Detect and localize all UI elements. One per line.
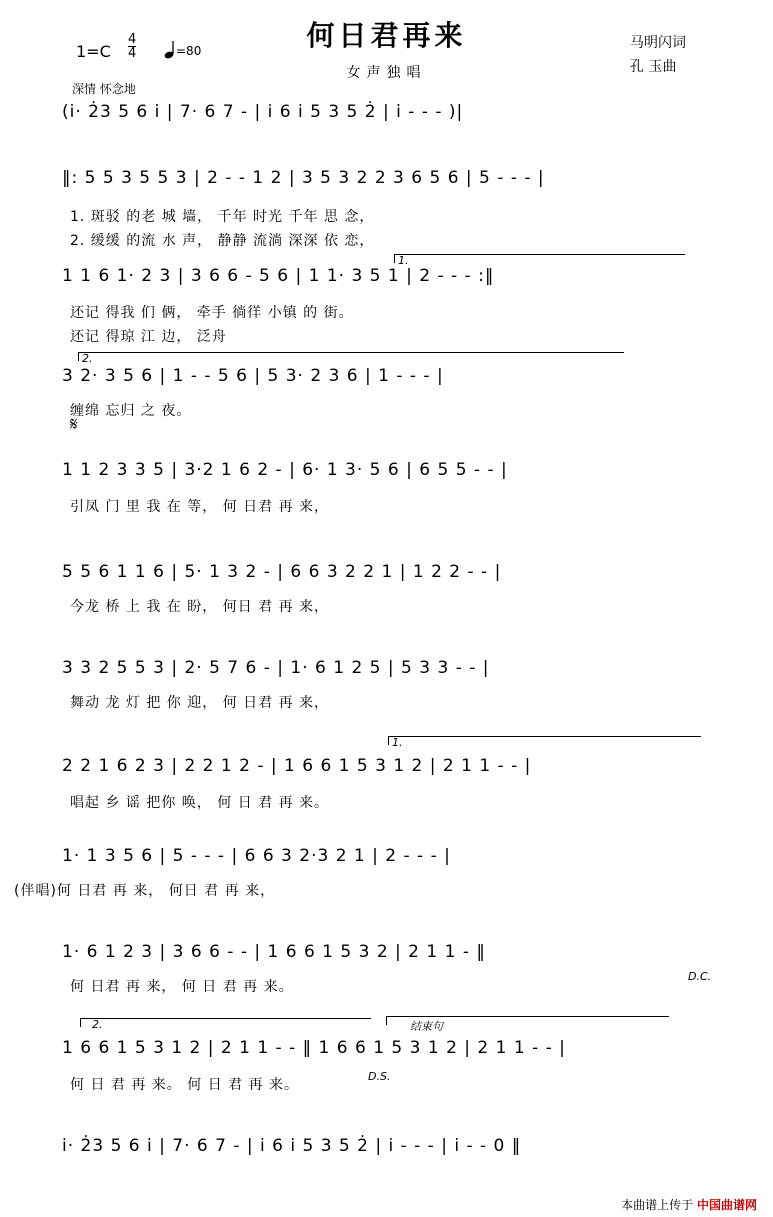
time-signature	[128, 33, 136, 60]
volta-bracket	[80, 1018, 371, 1027]
dc-mark: D.C.	[688, 970, 712, 983]
notation-row: 1 1 6 1· 2 3 | 3 6 6 - 5 6 | 1 1· 3 5 1 | 2 - - - :‖	[62, 266, 495, 286]
expression-mark: 深情 怀念地	[72, 82, 136, 96]
page-title: 何日君再来	[306, 19, 467, 52]
lyric-line: 引凤 门 里 我 在 等， 何 日君 再 来，	[70, 499, 330, 515]
time-bottom: 4	[128, 46, 137, 61]
notation-row: 3 3 2 5 5 3 | 2· 5 7 6 - | 1· 6 1 2 5 | 5 3 3 - - |	[62, 658, 490, 678]
composer: 孔 玉曲	[630, 59, 677, 75]
notation-row: (i· 2̇3 5 6 i̇ | 7· 6 7 - | i 6 i̇ 5 3 5 2̇ | i - - - )|	[62, 102, 464, 122]
lyric-line: 今龙 桥 上 我 在 盼， 何日 君 再 来，	[70, 599, 330, 615]
key-signature: 1=C	[76, 42, 111, 61]
notation-row: 1 1 2 3 3 5 | 3·2 1 6 2 - | 6· 1 3· 5 6 | 6 5 5 - - |	[62, 460, 508, 480]
lyric-line: 还记 得琼 江 边， 泛舟	[70, 329, 227, 345]
footer	[621, 1196, 757, 1213]
volta-bracket	[78, 352, 624, 361]
volta-label: 2.	[92, 1018, 103, 1031]
notation-row: 1 6 6 1 5 3 1 2 | 2 1 1 - - ‖ 1 6 6 1 5 3 1 2 | 2 1 1 - - |	[62, 1038, 566, 1058]
notation-row: i· 2̇3 5 6 i̇ | 7· 6 7 - | i 6 i̇ 5 3 5 2̇ | i - - - | i - - 0 ‖	[62, 1136, 522, 1156]
volta-label: 2.	[82, 352, 93, 365]
lyric-line: 还记 得我 们 俩， 牵手 徜徉 小镇 的 街。	[70, 305, 354, 321]
lyric-line: 何 日 君 再 来。 何 日 君 再 来。	[70, 1077, 300, 1093]
notation-row: 3 2· 3 5 6 | 1 - - 5 6 | 5 3· 2 3 6 | 1 - - - |	[62, 366, 444, 386]
notation-row: ‖: 5 5 3 5 5 3 | 2 - - 1 2 | 3 5 3 2 2 3 6 5 6 | 5 - - - |	[62, 168, 545, 188]
lyric-line: 2. 缓缓 的流 水 声， 静静 流淌 深深 依 恋，	[70, 233, 375, 249]
volta-label: 1.	[392, 736, 403, 749]
lyric-line: 唱起 乡 谣 把你 唤， 何 日 君 再 来。	[70, 795, 330, 811]
volta-bracket	[388, 736, 701, 745]
coda-label: 结束句	[410, 1020, 443, 1033]
footer-text: 本曲谱上传于	[621, 1198, 694, 1212]
ds-mark: D.S.	[368, 1070, 391, 1083]
time-top: 4	[128, 32, 137, 47]
tempo: =80	[176, 44, 202, 58]
quarter-note-icon	[164, 40, 176, 60]
notation-row: 1· 6 1 2 3 | 3 6 6 - - | 1 6 6 1 5 3 2 | 2 1 1 - ‖	[62, 942, 486, 962]
lyric-line: 舞动 龙 灯 把 你 迎， 何 日君 再 来，	[70, 695, 330, 711]
lyric-line: 缠绵 忘归 之 夜。	[70, 403, 192, 419]
lyric-line: 1. 斑驳 的老 城 墙， 千年 时光 千年 思 念，	[70, 209, 375, 225]
notation-row: 1· 1 3 5 6 | 5 - - - | 6 6 3 2·3 2 1 | 2 - - - |	[62, 846, 451, 866]
footer-brand[interactable]: 中国曲谱网	[696, 1198, 757, 1212]
lyric-line: 何 日君 再 来， 何 日 君 再 来。	[70, 979, 294, 995]
volta-bracket	[394, 254, 685, 263]
segno-sign: 𝄋	[70, 414, 78, 435]
lyric-line: (伴唱)何 日君 再 来， 何日 君 再 来，	[14, 883, 276, 899]
notation-row: 5 5 6 1 1 6 | 5· 1 3 2 - | 6 6 3 2 2 1 | 1 2 2 - - |	[62, 562, 502, 582]
lyricist: 马明闪词	[630, 35, 686, 51]
volta-label: 1.	[398, 254, 409, 267]
subtitle: 女声独唱	[346, 65, 427, 81]
notation-row: 2 2 1 6 2 3 | 2 2 1 2 - | 1 6 6 1 5 3 1 2 | 2 1 1 - - |	[62, 756, 532, 776]
